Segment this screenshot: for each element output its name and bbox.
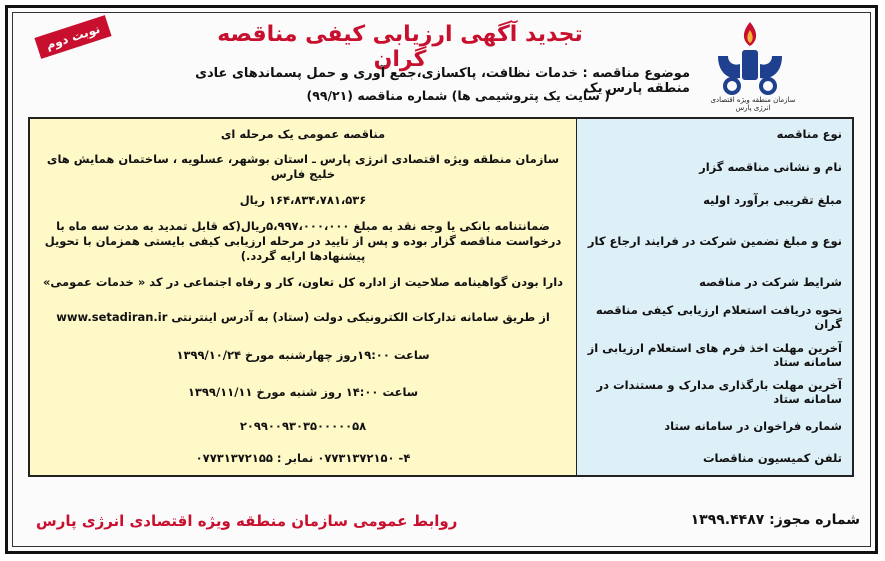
table-row bbox=[30, 119, 852, 150]
second-round-badge: نوبت دوم bbox=[34, 15, 111, 59]
table-row bbox=[30, 185, 852, 216]
row-label: آخرین مهلت بارگذاری مدارک و مستندات در سامانه ستاد bbox=[577, 373, 852, 411]
row-value: ۴- ۰۷۷۳۱۳۷۲۱۵۰ نمابر : ۰۷۷۳۱۳۷۲۱۵۵ bbox=[30, 441, 577, 475]
row-label: مبلغ تقریبی برآورد اولیه bbox=[577, 185, 852, 215]
table-row bbox=[30, 297, 852, 338]
table-row bbox=[30, 215, 852, 268]
row-value: ساعت ۱۹:۰۰روز چهارشنبه مورخ ۱۳۹۹/۱۰/۲۴ bbox=[30, 337, 577, 373]
table-row bbox=[30, 373, 852, 412]
row-value: مناقصه عمومی یک مرحله ای bbox=[30, 119, 577, 149]
row-value: ضمانتنامه بانکی یا وجه نقد به مبلغ ۵،۹۹۷،۰۰۰،۰۰۰ریال(که قابل تمدید به مدت سه ماه با درخواست مناقصه گزار بوده و پس از تایید در مرحله ارزیابی کیفی بایستی همزمان با تحویل پیشنهادها ارایه گردد.) bbox=[30, 215, 577, 267]
logo-caption: سازمان منطقه ویژه اقتصادی انرژی پارس bbox=[710, 96, 796, 112]
public-relations-signature: روابط عمومی سازمان منطقه ویژه اقتصادی انرژی پارس bbox=[36, 512, 458, 530]
tender-info-table bbox=[28, 117, 854, 477]
row-label: نام و نشانی مناقصه گزار bbox=[577, 149, 852, 185]
table-row bbox=[30, 337, 852, 374]
company-logo-icon bbox=[700, 16, 800, 106]
row-value: از طریق سامانه تدارکات الکترونیکی دولت (ستاد) به آدرس اینترنتی www.setadiran.ir bbox=[30, 297, 577, 337]
table-row bbox=[30, 441, 852, 475]
row-label: شماره فراخوان در سامانه ستاد bbox=[577, 411, 852, 441]
table-row bbox=[30, 267, 852, 298]
row-label: شرایط شرکت در مناقصه bbox=[577, 267, 852, 297]
row-label: نحوه دریافت استعلام ارزیابی کیفی مناقصه گران bbox=[577, 297, 852, 337]
page-title: تجدید آگهی ارزیابی کیفی مناقصه گران bbox=[217, 22, 583, 72]
permit-number: شماره مجوز: ۱۳۹۹.۴۴۸۷ bbox=[690, 512, 860, 528]
row-value: دارا بودن گواهینامه صلاحیت از اداره کل تعاون، کار و رفاه اجتماعی در کد « خدمات عمومی» bbox=[30, 267, 577, 297]
row-value: ۱۶۴،۸۳۴،۷۸۱،۵۳۶ ریال bbox=[30, 185, 577, 215]
row-label: آخرین مهلت اخذ فرم های استعلام ارزیابی از سامانه ستاد bbox=[577, 337, 852, 373]
row-label: نوع مناقصه bbox=[577, 119, 852, 149]
row-value: سازمان منطقه ویژه اقتصادی انرژی پارس ـ استان بوشهر، عسلویه ، ساختمان همایش های خلیج فارس bbox=[30, 149, 577, 185]
row-label: تلفن کمیسیون مناقصات bbox=[577, 441, 852, 475]
table-row bbox=[30, 149, 852, 186]
row-value: ۲۰۹۹۰۰۹۳۰۳۵۰۰۰۰۰۵۸ bbox=[30, 411, 577, 441]
table-row bbox=[30, 411, 852, 442]
subject-line-2: ( سایت یک پتروشیمی ها) شماره مناقصه (۹۹/۲۱) bbox=[306, 88, 610, 103]
row-value: ساعت ۱۴:۰۰ روز شنبه مورخ ۱۳۹۹/۱۱/۱۱ bbox=[30, 373, 577, 411]
subject-line-1: موضوع مناقصه : خدمات نظافت، پاکسازی،جمع آوری و حمل پسماندهای عادی منطقه پارس یک bbox=[195, 66, 690, 96]
row-label: نوع و مبلغ تضمین شرکت در فرایند ارجاع کار bbox=[577, 215, 852, 267]
